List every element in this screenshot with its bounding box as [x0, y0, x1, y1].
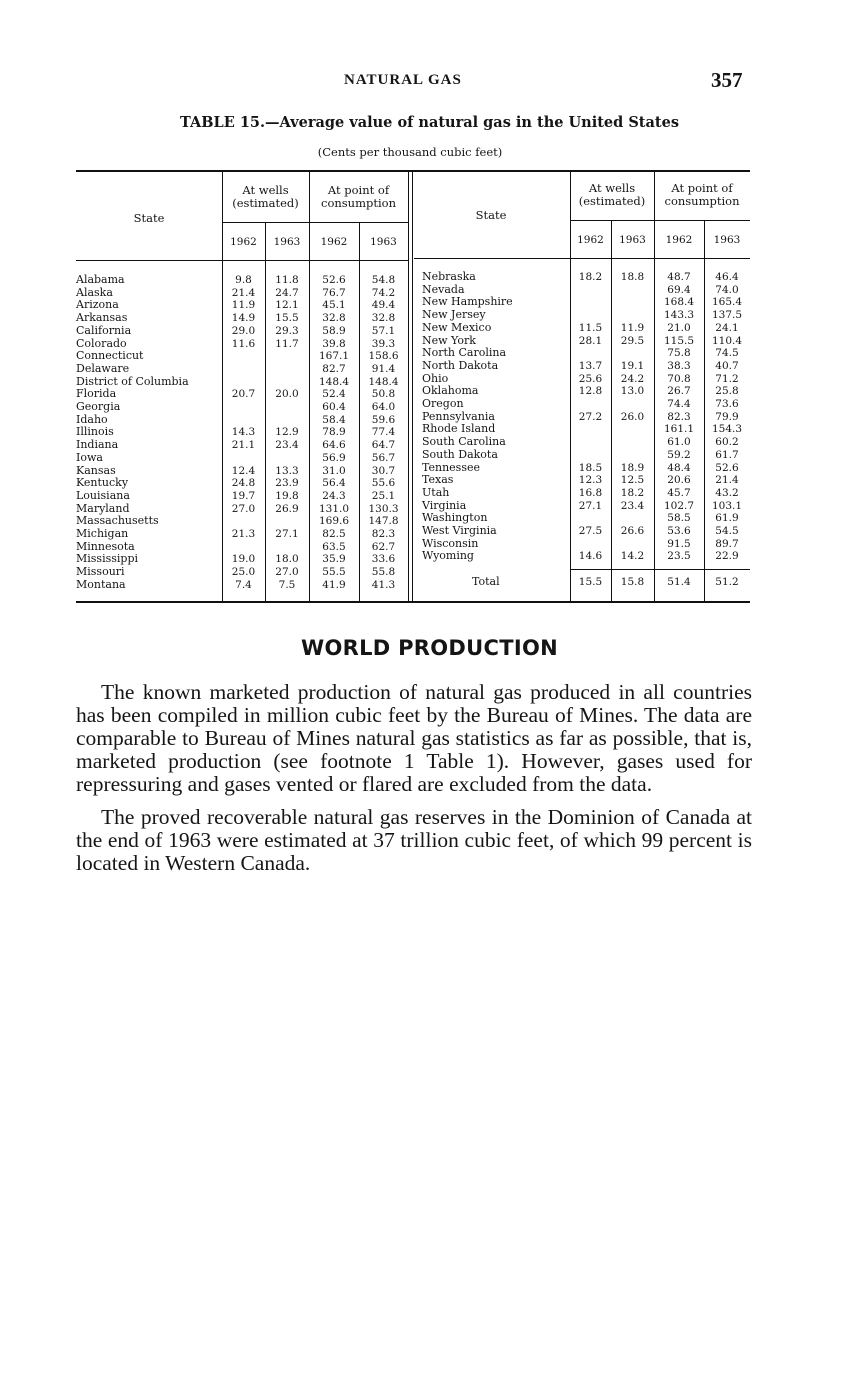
cell-w62: 21.3: [231, 528, 256, 540]
cell-w63: 13.3: [275, 464, 299, 477]
table-row: [76, 398, 750, 411]
cell-c63: 49.4: [371, 299, 396, 312]
cell-w62: 27.2: [578, 410, 603, 423]
cell-c62: 24.3: [322, 489, 346, 502]
cell-c62: 56.4: [322, 477, 346, 490]
col-header-year: 1963: [273, 236, 301, 248]
cell-c63: 110.4: [711, 334, 743, 347]
cell-w62: 12.3: [578, 474, 603, 487]
cell-c63: 39.3: [371, 337, 396, 350]
cell-c62: 61.0: [667, 436, 691, 449]
cell-w62: 14.6: [578, 550, 603, 563]
cell-c62: 143.3: [663, 309, 695, 322]
state-name: Arkansas: [76, 311, 128, 325]
cell-w62: 21.1: [231, 439, 256, 452]
cell-c63: 71.2: [715, 372, 739, 385]
cell-c62: 23.5: [667, 550, 691, 563]
cell-c63: 25.8: [715, 385, 739, 398]
cell-w62: 14.9: [231, 312, 256, 325]
state-name: Maryland: [76, 501, 130, 515]
col-header-state-right: State: [475, 208, 507, 222]
running-head: [0, 68, 859, 94]
col-group-consumption-left: At point of consumption: [321, 183, 396, 210]
table-title: TABLE 15.—Average value of natural gas in the United States: [180, 114, 679, 131]
cell-w62: 27.5: [578, 525, 603, 537]
cell-c63: 62.7: [371, 540, 396, 553]
cell-c63: 46.4: [715, 271, 739, 283]
cell-w62: 19.0: [231, 553, 256, 566]
cell-w62: 11.5: [578, 321, 603, 334]
table-row: [76, 487, 750, 500]
cell-w63: 26.9: [275, 502, 299, 515]
state-name: Alaska: [76, 285, 113, 299]
cell-c63: 89.7: [715, 537, 739, 550]
running-title: NATURAL GAS: [344, 72, 462, 88]
state-name: Michigan: [76, 527, 129, 540]
paragraph: The proved recoverable natural gas reserves in the Dominion of Canada at the end of 1963 were estimated at 37 trillion cubic feet, of which 99 percent is located in Western Canada.: [76, 805, 752, 875]
cell-c63: 40.7: [715, 359, 739, 372]
cell-w63: 11.8: [275, 274, 299, 286]
cell-c63: 55.6: [371, 477, 396, 490]
cell-w62: 29.0: [231, 324, 256, 337]
state-name: Illinois: [76, 425, 114, 439]
cell-c63: 137.5: [711, 309, 743, 322]
cell-c63: 43.2: [715, 486, 739, 499]
state-name: Mississippi: [76, 552, 138, 566]
cell-w63: 12.5: [620, 474, 645, 487]
cell-c62: 82.3: [667, 410, 691, 423]
cell-w62: 11.6: [231, 337, 256, 350]
col-header-year: 1962: [665, 234, 693, 246]
cell-c63: 74.5: [715, 347, 739, 360]
state-name: West Virginia: [422, 524, 497, 537]
cell-w62: 13.7: [578, 359, 603, 372]
cell-w63: 20.0: [275, 388, 299, 401]
cell-c62: 41.9: [322, 578, 346, 591]
table-row: [76, 500, 750, 513]
cell-c63: 61.7: [715, 448, 739, 461]
cell-w63: 12.1: [275, 299, 299, 312]
cell-c62: 45.7: [667, 486, 691, 499]
cell-c63: 56.7: [371, 451, 396, 464]
cell-c62: 48.7: [667, 271, 691, 283]
cell-c62: 131.0: [318, 502, 350, 515]
cell-w63: 15.8: [620, 576, 645, 588]
col-group-consumption-right: At point of consumption: [664, 181, 740, 208]
state-name: Colorado: [76, 336, 127, 350]
cell-w62: 28.1: [578, 334, 603, 347]
state-name: Oregon: [422, 397, 464, 410]
cell-w63: 24.7: [275, 286, 299, 299]
cell-w63: 18.8: [620, 271, 645, 283]
cell-c62: 60.4: [322, 401, 346, 413]
cell-w63: 23.9: [275, 477, 299, 490]
state-name: New York: [422, 333, 476, 347]
cell-c62: 45.1: [322, 299, 346, 312]
cell-c63: 103.1: [711, 499, 743, 512]
cell-w62: 12.4: [231, 464, 256, 477]
cell-w62: 16.8: [578, 486, 603, 499]
cell-c63: 30.7: [371, 464, 396, 477]
cell-c63: 64.7: [371, 439, 396, 452]
cell-c63: 55.8: [371, 566, 396, 579]
table-row: [76, 512, 750, 525]
cell-w63: 15.5: [275, 312, 299, 325]
cell-c62: 56.9: [322, 451, 346, 464]
state-name: Pennsylvania: [422, 409, 495, 423]
cell-w63: 18.2: [620, 486, 645, 499]
cell-c62: 48.4: [667, 461, 691, 474]
cell-w63: 19.1: [620, 359, 645, 372]
state-name: Kansas: [76, 463, 116, 477]
state-name: Nebraska: [422, 270, 476, 283]
table-row: [76, 271, 750, 284]
cell-w62: 25.6: [578, 372, 603, 385]
page-number: 357: [711, 68, 743, 92]
cell-w62: 18.5: [578, 461, 603, 474]
cell-w63: 18.9: [620, 461, 645, 474]
table-row: [76, 373, 750, 386]
cell-w63: 18.0: [275, 553, 299, 566]
cell-c62: 38.3: [667, 359, 691, 372]
state-name: North Carolina: [422, 346, 507, 360]
cell-c63: 130.3: [368, 502, 399, 515]
state-name: South Carolina: [422, 435, 506, 449]
cell-w63: 26.6: [620, 525, 645, 537]
cell-w63: 27.1: [275, 528, 299, 540]
cell-c62: 58.4: [322, 413, 346, 426]
cell-c62: 20.6: [667, 474, 691, 487]
table-row: [76, 474, 750, 487]
col-header-year: 1963: [370, 236, 397, 248]
cell-c63: 24.1: [715, 321, 739, 334]
cell-c62: 82.5: [322, 528, 346, 540]
state-name: Virginia: [422, 498, 467, 512]
cell-c63: 51.2: [715, 576, 739, 588]
cell-c62: 82.7: [322, 362, 346, 375]
cell-c63: 147.8: [368, 515, 399, 528]
cell-c62: 39.8: [322, 337, 346, 350]
table-row: [76, 423, 750, 436]
state-name: California: [76, 323, 132, 337]
cell-w62: 25.0: [231, 566, 256, 579]
cell-c62: 161.1: [663, 423, 695, 436]
cell-c63: 54.8: [371, 274, 396, 286]
state-name: Kentucky: [76, 476, 129, 490]
state-name: North Dakota: [422, 358, 499, 372]
cell-c62: 35.9: [322, 553, 346, 566]
cell-c63: 64.0: [371, 401, 396, 413]
state-name: Washington: [422, 511, 488, 525]
col-header-state-left: State: [133, 211, 165, 225]
section-heading: WORLD PRODUCTION: [301, 636, 558, 660]
cell-c62: 91.5: [667, 537, 691, 550]
state-name: Idaho: [76, 412, 108, 426]
table-row: [76, 550, 750, 563]
state-name: Texas: [422, 473, 454, 487]
cell-w62: 7.4: [235, 578, 252, 591]
cell-w63: 19.8: [275, 489, 299, 502]
state-name: Total: [472, 575, 500, 588]
state-name: Montana: [76, 577, 126, 591]
cell-c63: 79.9: [715, 410, 739, 423]
state-name: New Jersey: [422, 308, 486, 322]
cell-c62: 55.5: [322, 566, 346, 579]
table-row: [76, 335, 750, 348]
cell-c62: 74.4: [667, 398, 691, 410]
table-row: [76, 385, 750, 398]
cell-w63: 29.3: [275, 324, 299, 337]
cell-c62: 102.7: [663, 499, 695, 512]
table-row: [76, 449, 750, 462]
cell-w62: 21.4: [231, 286, 256, 299]
state-name: Arizona: [76, 298, 119, 312]
cell-w62: 14.3: [231, 426, 256, 439]
cell-c62: 167.1: [318, 350, 350, 363]
table-row: [76, 284, 750, 297]
table-row: [76, 296, 750, 309]
cell-w62: 24.8: [231, 477, 256, 490]
col-header-year: 1963: [713, 234, 741, 246]
cell-c62: 169.6: [318, 515, 350, 528]
cell-w63: 11.7: [275, 337, 299, 350]
state-name: Florida: [76, 387, 117, 401]
state-name: South Dakota: [422, 447, 498, 461]
state-name: Iowa: [76, 450, 103, 464]
cell-c62: 70.8: [667, 372, 691, 385]
cell-c62: 115.5: [663, 334, 695, 347]
cell-w63: 27.0: [275, 566, 299, 579]
cell-w62: 27.0: [231, 502, 256, 515]
cell-c62: 51.4: [667, 576, 691, 588]
state-name: Connecticut: [76, 349, 144, 363]
cell-w62: 12.8: [578, 385, 603, 398]
cell-c62: 69.4: [667, 283, 691, 296]
paragraph: The known marketed production of natural gas produced in all countries has been compiled in million cubic feet by the Bureau of Mines. The data are comparable to Bureau of Mines natural gas statistics as far as possible, that is, marketed production (see footnote 1 Table 1). However, gases used for repressuring and gases vented or flared are excluded from the data.: [76, 680, 752, 796]
table-row: [76, 411, 750, 424]
cell-c62: 148.4: [318, 375, 350, 388]
table-row: [76, 525, 750, 538]
col-group-wells-right: At wells (estimated): [578, 181, 646, 208]
cell-c63: 91.4: [371, 362, 396, 375]
state-name: New Hampshire: [422, 295, 513, 309]
cell-w63: 12.9: [275, 426, 299, 439]
cell-w63: 13.0: [620, 385, 645, 398]
cell-c62: 21.0: [667, 321, 691, 334]
total-row: [76, 576, 750, 589]
state-name: Louisiana: [76, 488, 130, 502]
state-name: Alabama: [76, 273, 125, 286]
cell-w63: 29.5: [620, 334, 645, 347]
cell-c63: 33.6: [371, 553, 396, 566]
cell-c62: 26.7: [667, 385, 691, 398]
cell-c63: 148.4: [368, 375, 399, 388]
state-name: Minnesota: [76, 539, 135, 553]
cell-c63: 57.1: [371, 324, 396, 337]
cell-c62: 58.5: [667, 512, 691, 525]
state-name: Wisconsin: [422, 536, 479, 550]
state-name: Missouri: [76, 565, 125, 579]
table-row: [76, 436, 750, 449]
cell-c62: 78.9: [322, 426, 346, 439]
cell-c62: 32.8: [322, 312, 346, 325]
cell-c63: 165.4: [711, 296, 743, 309]
cell-c62: 53.6: [667, 525, 691, 537]
state-name: Massachusetts: [76, 514, 159, 528]
state-name: Georgia: [76, 400, 121, 413]
table-row: [76, 309, 750, 322]
state-name: Ohio: [422, 371, 449, 385]
cell-c63: 59.6: [371, 413, 396, 426]
cell-w62: 27.1: [578, 499, 603, 512]
value-table: [76, 170, 750, 606]
cell-c63: 77.4: [371, 426, 396, 439]
cell-c63: 61.9: [715, 512, 739, 525]
cell-c62: 52.4: [322, 388, 346, 401]
cell-w63: 11.9: [620, 321, 645, 334]
cell-c63: 74.2: [371, 286, 396, 299]
table-row: [76, 322, 750, 335]
state-name: Indiana: [76, 438, 119, 452]
state-name: New Mexico: [422, 320, 492, 334]
col-group-wells-left: At wells (estimated): [232, 183, 299, 210]
cell-c63: 32.8: [371, 312, 396, 325]
cell-c62: 58.9: [322, 324, 346, 337]
cell-c63: 50.8: [371, 388, 396, 401]
cell-w63: 14.2: [620, 550, 645, 563]
state-name: Tennessee: [422, 460, 480, 474]
cell-c62: 31.0: [322, 464, 346, 477]
col-header-year: 1962: [577, 234, 604, 246]
cell-c62: 59.2: [667, 448, 691, 461]
cell-c62: 75.8: [667, 347, 691, 360]
state-name: Oklahoma: [422, 384, 479, 398]
table-unit: (Cents per thousand cubic feet): [317, 145, 503, 159]
cell-w63: 23.4: [620, 499, 645, 512]
col-header-year: 1962: [230, 236, 257, 248]
cell-w62: 19.7: [231, 489, 256, 502]
cell-w63: 7.5: [278, 578, 296, 591]
cell-w62: 18.2: [578, 271, 603, 283]
cell-w63: 24.2: [620, 372, 645, 385]
state-name: Rhode Island: [422, 422, 496, 436]
cell-c62: 168.4: [663, 296, 695, 309]
cell-c62: 76.7: [322, 286, 346, 299]
state-name: Delaware: [76, 361, 130, 375]
cell-c63: 54.5: [715, 525, 739, 537]
cell-c63: 52.6: [715, 461, 739, 474]
col-header-year: 1963: [619, 234, 646, 246]
table-row: [76, 462, 750, 475]
state-name: Wyoming: [422, 549, 474, 563]
state-name: Utah: [422, 485, 450, 499]
cell-c62: 64.6: [322, 439, 346, 452]
cell-w63: 23.4: [275, 439, 299, 452]
table-row: [76, 360, 750, 373]
cell-c63: 21.4: [715, 474, 739, 487]
cell-c62: 63.5: [322, 540, 346, 553]
col-header-year: 1962: [320, 236, 348, 248]
cell-c62: 52.6: [322, 274, 346, 286]
cell-w62: 9.8: [235, 274, 252, 286]
cell-c63: 154.3: [711, 423, 743, 436]
cell-c63: 74.0: [715, 283, 739, 296]
cell-w62: 20.7: [231, 388, 256, 401]
cell-c63: 158.6: [368, 350, 399, 363]
cell-c63: 73.6: [715, 398, 739, 410]
cell-w63: 26.0: [620, 410, 645, 423]
cell-c63: 25.1: [371, 489, 396, 502]
cell-w62: 11.9: [231, 299, 256, 312]
table-row: [76, 347, 750, 360]
cell-c63: 82.3: [371, 528, 396, 540]
cell-c63: 41.3: [371, 578, 396, 591]
state-name: District of Columbia: [76, 374, 189, 388]
cell-w62: 15.5: [578, 576, 603, 588]
table-row: [76, 538, 750, 551]
state-name: Nevada: [422, 282, 465, 296]
cell-c63: 22.9: [715, 550, 739, 563]
cell-c63: 60.2: [715, 436, 739, 449]
